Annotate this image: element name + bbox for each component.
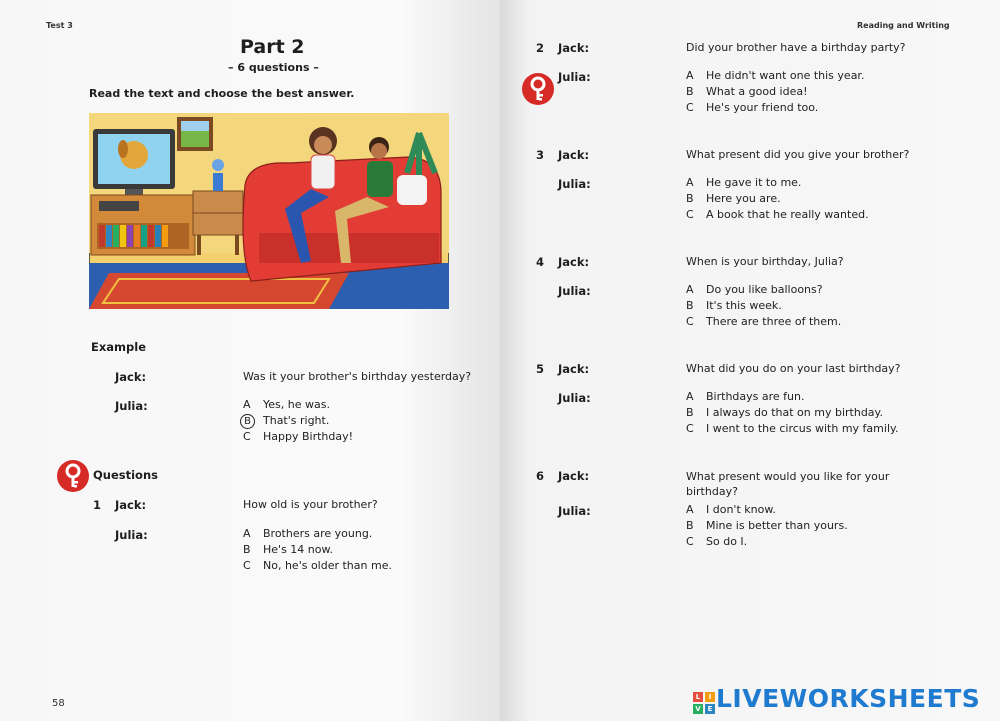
q4-number: 4 (536, 255, 545, 269)
q2-speaker-julia: Julia: (558, 70, 591, 84)
q6-option-a[interactable]: A I don't know. (686, 503, 776, 516)
page-number: 58 (52, 698, 65, 709)
q6-speaker-julia: Julia: (558, 504, 591, 518)
q3-number: 3 (536, 148, 545, 162)
example-option-c: C Happy Birthday! (243, 430, 354, 443)
q6-question (686, 469, 889, 499)
q4-speaker-jack: Jack: (558, 255, 590, 269)
q5-option-b[interactable]: B I always do that on my birthday. (686, 406, 883, 419)
q5-question: What did you do on your last birthday? (686, 362, 901, 375)
example-options (243, 397, 353, 445)
questions-heading: Questions (93, 468, 158, 482)
q3-question: What present did you give your brother? (686, 148, 910, 161)
q3-option-c[interactable]: C A book that he really wanted. (686, 208, 869, 221)
q3-speaker-jack: Jack: (558, 148, 590, 162)
page-header-left: Test 3 (46, 21, 73, 30)
q4-speaker-julia: Julia: (558, 284, 591, 298)
q2-options (686, 68, 864, 116)
q5-option-a[interactable]: A Birthdays are fun. (686, 390, 805, 403)
q2-question: Did your brother have a birthday party? (686, 41, 906, 54)
q1-speaker-julia: Julia: (115, 528, 148, 542)
example-heading: Example (91, 340, 146, 354)
q5-speaker-jack: Jack: (558, 362, 590, 376)
q1-options (243, 526, 392, 574)
instruction-text: Read the text and choose the best answer. (89, 87, 355, 100)
q1-question: How old is your brother? (243, 498, 378, 511)
example-speaker-jack: Jack: (115, 370, 147, 384)
q1-option-b[interactable]: B He's 14 now. (243, 543, 333, 556)
liveworksheets-watermark (692, 684, 980, 715)
example-option-a: A Yes, he was. (243, 398, 330, 411)
q2-speaker-jack: Jack: (558, 41, 590, 55)
page-subtitle: – 6 questions – (228, 61, 319, 74)
q6-number: 6 (536, 469, 545, 483)
liveworksheets-logo-icon: L I V E (692, 691, 716, 715)
key-icon (57, 460, 89, 492)
q3-option-a[interactable]: A He gave it to me. (686, 176, 802, 189)
q4-option-b[interactable]: B It's this week. (686, 299, 782, 312)
q1-number: 1 (93, 498, 102, 512)
q1-option-a[interactable]: A Brothers are young. (243, 527, 373, 540)
q1-option-c[interactable]: C No, he's older than me. (243, 559, 392, 572)
q2-number: 2 (536, 41, 545, 55)
liveworksheets-text: LIVEWORKSHEETS (716, 684, 981, 713)
q3-option-b[interactable]: B Here you are. (686, 192, 781, 205)
q6-option-c[interactable]: C So do I. (686, 535, 748, 548)
q5-option-c[interactable]: C I went to the circus with my family. (686, 422, 899, 435)
q6-question-line2: birthday? (686, 485, 738, 498)
q6-option-b[interactable]: B Mine is better than yours. (686, 519, 848, 532)
key-icon (522, 73, 554, 105)
q6-options (686, 502, 848, 550)
page-header-right: Reading and Writing (857, 21, 950, 30)
q3-options (686, 175, 869, 223)
q2-option-c[interactable]: C He's your friend too. (686, 101, 819, 114)
q3-speaker-julia: Julia: (558, 177, 591, 191)
example-speaker-julia: Julia: (115, 399, 148, 413)
q4-options (686, 282, 841, 330)
example-option-b: B That's right. (243, 413, 353, 429)
q4-option-a[interactable]: A Do you like balloons? (686, 283, 823, 296)
q6-speaker-jack: Jack: (558, 469, 590, 483)
q6-question-line1: What present would you like for your (686, 470, 890, 483)
q4-question: When is your birthday, Julia? (686, 255, 844, 268)
q5-speaker-julia: Julia: (558, 391, 591, 405)
q4-option-c[interactable]: C There are three of them. (686, 315, 842, 328)
living-room-illustration (89, 113, 449, 309)
example-question: Was it your brother's birthday yesterday? (243, 370, 472, 383)
q1-speaker-jack: Jack: (115, 498, 147, 512)
q5-number: 5 (536, 362, 545, 376)
q2-option-b[interactable]: B What a good idea! (686, 85, 808, 98)
answer-circle: B (240, 414, 255, 429)
right-page (500, 0, 1000, 721)
q2-option-a[interactable]: A He didn't want one this year. (686, 69, 865, 82)
page-title: Part 2 (240, 36, 305, 58)
q5-options (686, 389, 898, 437)
